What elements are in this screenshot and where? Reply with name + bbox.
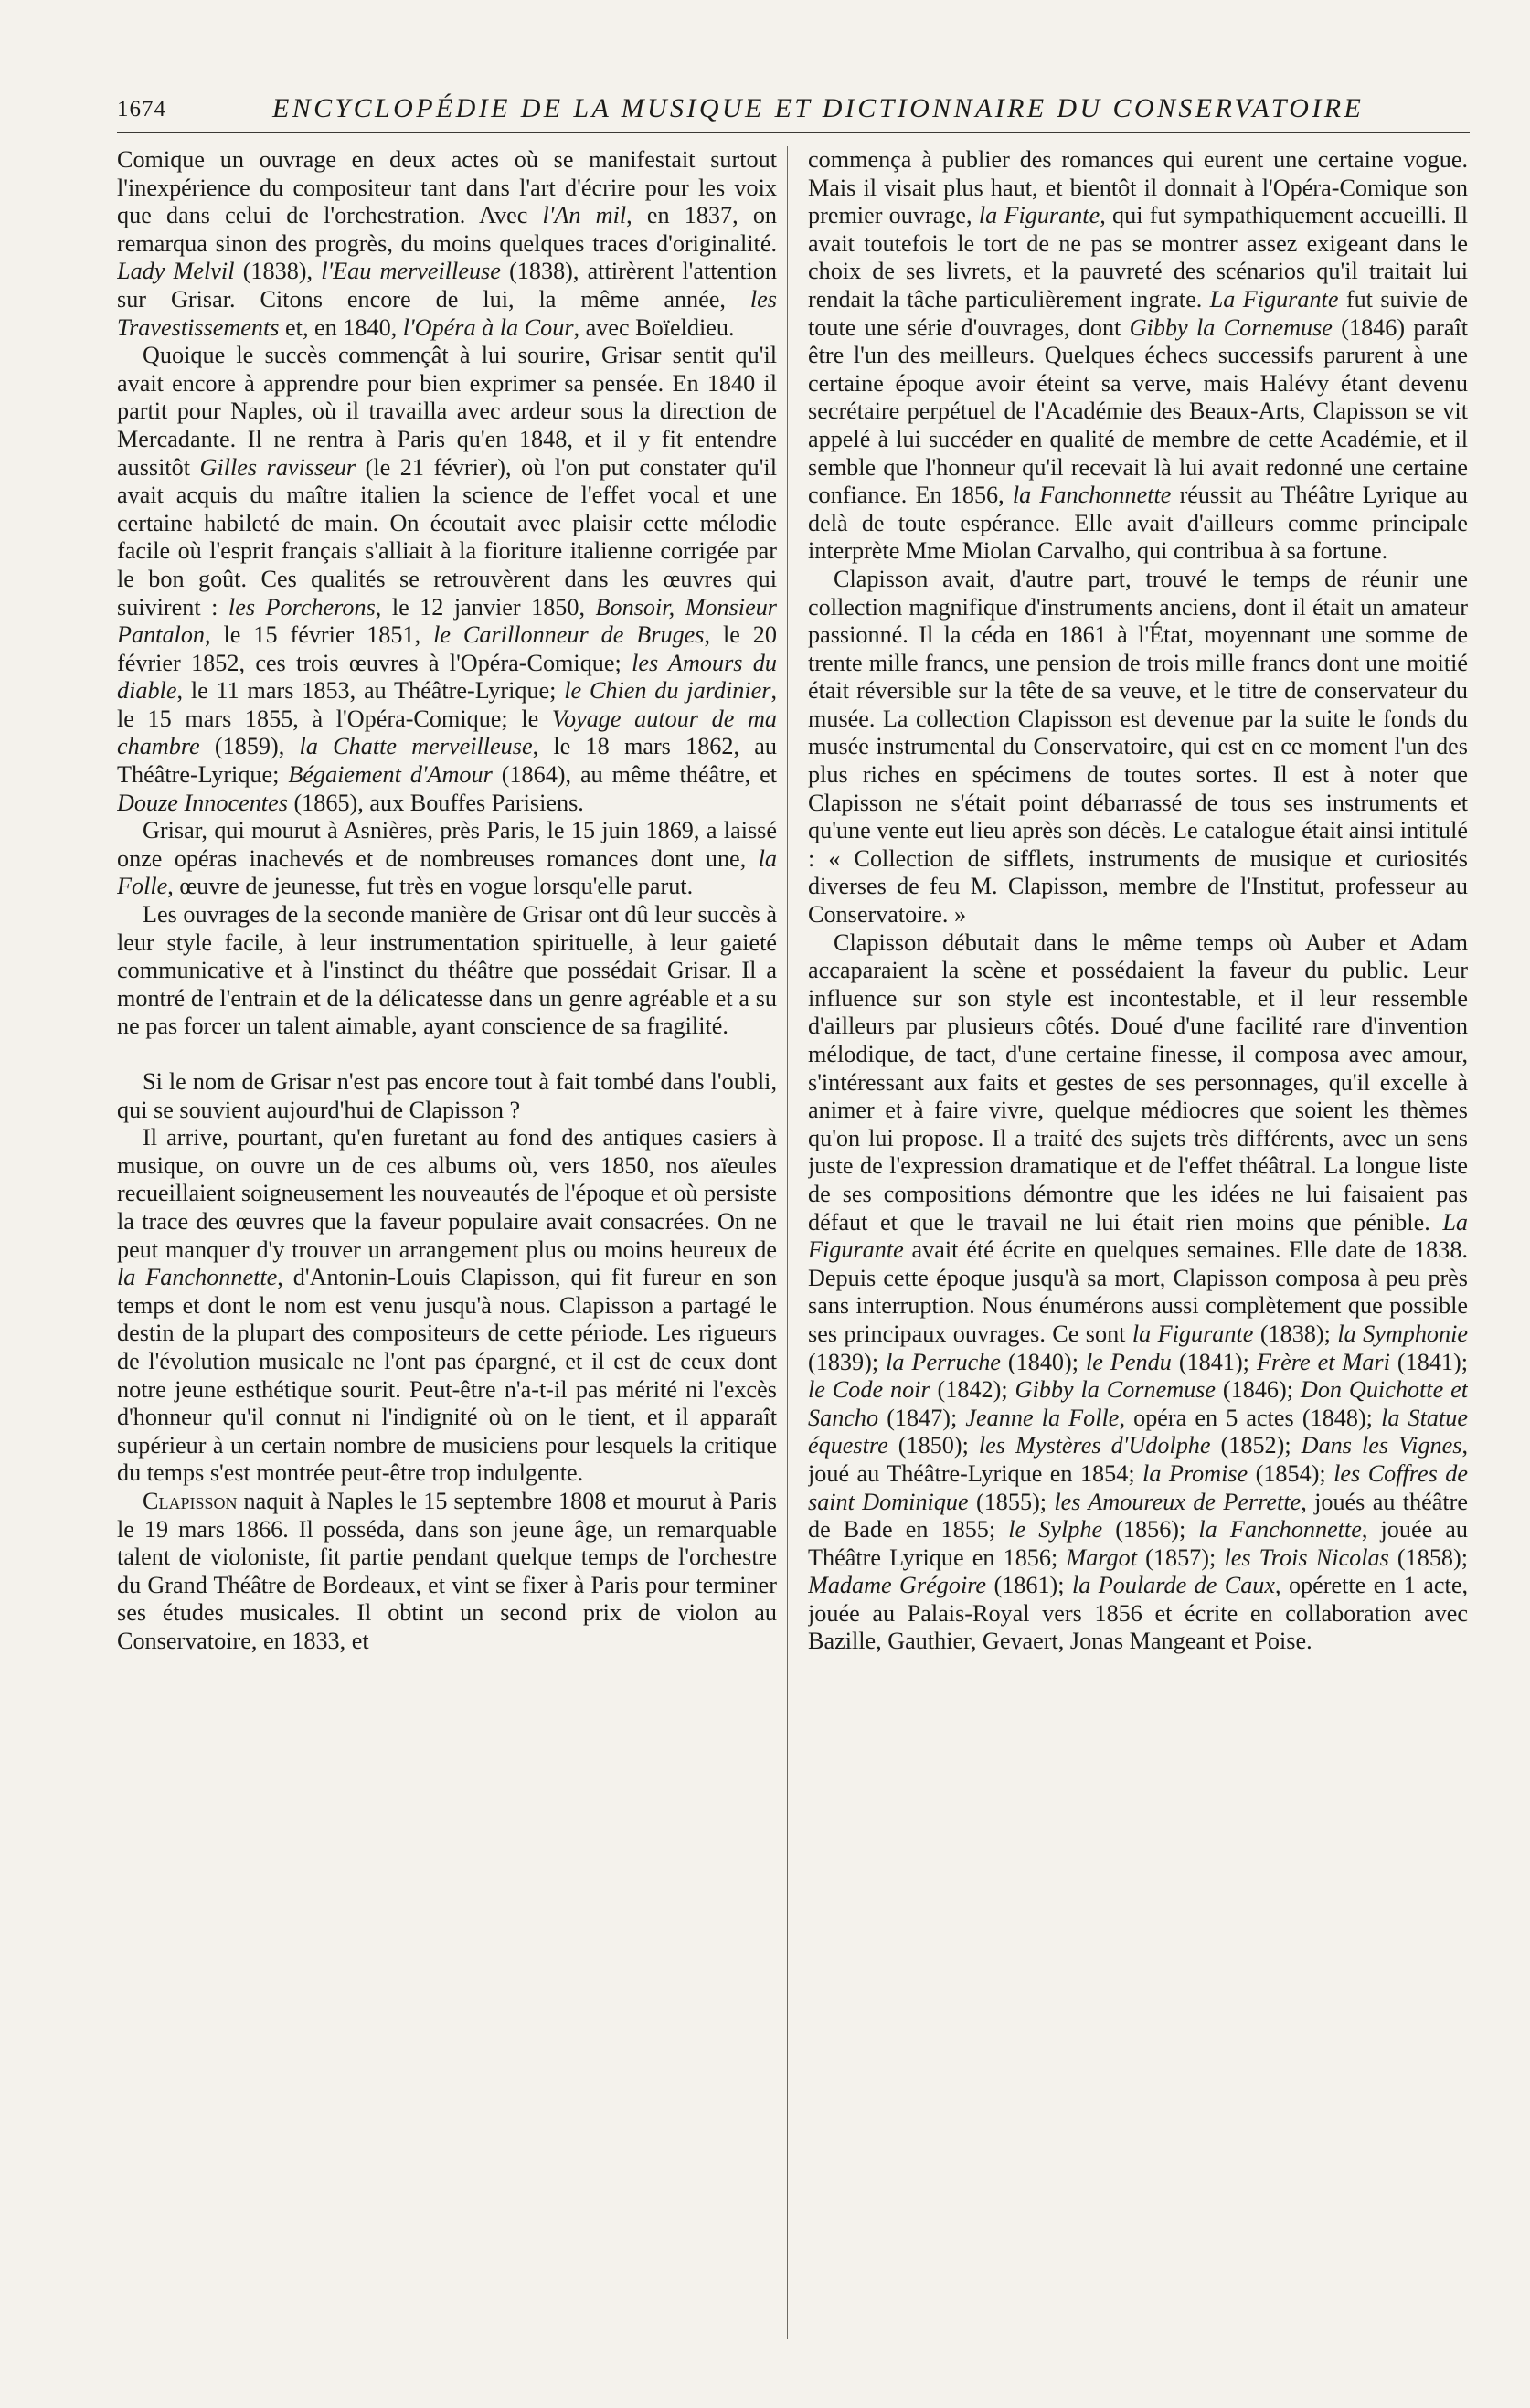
work-title: Bonsoir, Monsieur Pantalon (117, 593, 777, 649)
work-title: la Figurante (978, 202, 1100, 229)
text-run: (1857); (1137, 1543, 1225, 1571)
text-run: (1838); (1253, 1320, 1338, 1347)
work-title: Jeanne la Folle (965, 1404, 1120, 1431)
text-run: commença à publier des romances qui eurent une certaine vogue. Mais il visait plus haut, et bientôt il donnait à l'Opéra-Comique son premier ouvrage, (808, 146, 1468, 229)
text-run: (1864), au même théâtre, et (492, 761, 777, 789)
text-run: (1850); (887, 1432, 979, 1459)
text-run: fut suivie de toute une série d'ouvrages, dont (808, 285, 1468, 341)
text-run: Clapisson débutait dans le même temps où Auber et Adam accaparaient la scène et possédaient la faveur du public. Leur influence sur son style est incontestable, et il leur ressemble d'ailleurs par plusieurs côtés. Doué d'une facilité rare d'invention mélodique, de tact, d'une certaine finesse, il composa avec amour, s'intéressant aux faits et gestes de ses personnages, qu'il excelle à animer et à faire vivre, quelque médiocres que soient les thèmes qu'on lui propose. Il a traité des sujets très différents, avec un sens juste de l'expression dramatique et de l'effet théâtral. La longue liste de ses compositions démontre que les idées ne lui faisaient pas défaut et que le travail ne lui était rien moins que pénible. (808, 928, 1468, 1236)
text-run: (1856); (1102, 1516, 1199, 1543)
text-run: , œuvre de jeunesse, fut très en vogue lorsqu'elle parut. (167, 873, 694, 900)
text-run: Il arrive, pourtant, qu'en furetant au fond des antiques casiers à musique, on ouvre un de ces albums où, vers 1850, nos aïeules recueillaient soigneusement les nouveautés de l'époque et où persiste la trace des œuvres que la faveur populaire avait consacrées. On ne peut manquer d'y trouver un arrangement plus ou moins heureux de (117, 1124, 777, 1263)
work-title: les Coffres de saint Dominique (808, 1459, 1468, 1515)
left-column (117, 146, 777, 2358)
text-run: , en 1837, on remarqua sinon des progrès, du moins quelques traces d'originalité. (117, 202, 777, 257)
column-divider (787, 146, 788, 2339)
work-title: la Poularde de Caux (1071, 1572, 1276, 1599)
paragraph (808, 929, 1468, 1656)
page-header (117, 91, 1470, 133)
work-title: Lady Melvil (117, 258, 235, 285)
work-title: l'Eau merveilleuse (321, 258, 501, 285)
work-title: Gibby la Cornemuse (1015, 1376, 1217, 1404)
work-title: les Trois Nicolas (1224, 1543, 1389, 1571)
text-run: (1865), aux Bouffes Parisiens. (287, 789, 584, 816)
text-run: (1842); (930, 1376, 1015, 1404)
work-title: le Pendu (1086, 1348, 1172, 1375)
paragraph (117, 817, 777, 901)
text-run: , le 15 février 1851, (205, 621, 434, 649)
paragraph (117, 146, 777, 342)
work-title: les Amours du diable (117, 649, 777, 705)
paragraph (117, 901, 777, 1041)
work-title: Margot (1066, 1543, 1138, 1571)
text-run: (1839); (808, 1348, 887, 1375)
text-run: réussit au Théâtre Lyrique au delà de toute espérance. Elle avait d'ailleurs comme principale interprète Mme Miolan Carvalho, qui contribua à sa fortune. (808, 482, 1468, 565)
work-title: la Figurante (1132, 1320, 1254, 1347)
text-run: et, en 1840, (279, 313, 403, 341)
text-run: Grisar, qui mourut à Asnières, près Paris, le 15 juin 1869, a laissé onze opéras inachevés et de nombreuses romances dont une, (117, 817, 777, 872)
work-title: Madame Grégoire (808, 1572, 987, 1599)
work-title: Frère et Mari (1256, 1348, 1390, 1375)
work-title: la Fanchonnette (117, 1264, 278, 1291)
work-title: les Travestissements (117, 285, 777, 341)
work-title: les Porcherons (228, 593, 376, 621)
text-run: (1841); (1389, 1348, 1468, 1375)
text-run: , d'Antonin-Louis Clapisson, qui fit fureur en son temps et dont le nom est venu jusqu'à nous. Clapisson a partagé le destin de la plupart des compositeurs de cette période. Les rigueurs de l'évolution musicale ne l'ont pas épargné, et il est de ceux dont notre jeune esthétique sourit. Peut-être n'a-t-il pas mérité ni l'excès d'honneur qu'il connut ni l'indignité où on le tient, et il apparaît supérieur à un certain nombre de musiciens pour lesquels la critique du temps s'est montrée peut-être trop indulgente. (117, 1264, 777, 1487)
work-title: la Fanchonnette (1012, 482, 1172, 509)
work-title: Don Quichotte et Sancho (808, 1376, 1468, 1431)
text-run: (1838), attirèrent l'attention sur Grisar. Citons encore de lui, la même année, (117, 258, 777, 313)
work-title: le Sylphe (1008, 1516, 1103, 1543)
running-title: ENCYCLOPÉDIE DE LA MUSIQUE ET DICTIONNAIRE DU CONSERVATOIRE (272, 93, 1365, 123)
text-run: Clapisson avait, d'autre part, trouvé le temps de réunir une collection magnifique d'instruments anciens, dont il était un amateur passionné. Il la céda en 1861 à l'État, moyennant une somme de trente mille francs, une pension de trois mille francs dont une moitié était réversible sur la tête de sa veuve, et le titre de conservateur du musée. La collection Clapisson est devenue par la suite le fonds du musée instrumental du Conservatoire, qui est en ce moment l'un des plus riches en spécimens de toutes sortes. Il est à noter que Clapisson ne s'était point débarrassé de tous ses instruments et qu'une vente eut lieu après son décès. Le catalogue était ainsi intitulé : « Collection de sifflets, instruments de musique et curiosités diverses de feu M. Clapisson, membre de l'Institut, professeur au Conservatoire. » (808, 565, 1468, 928)
text-run: Les ouvrages de la seconde manière de Grisar ont dû leur succès à leur style facile, à leur instrumentation spirituelle, à leur gaieté communicative et à l'instinct du théâtre que possédait Grisar. Il a montré de l'entrain et de la délicatesse dans un genre agréable et a su ne pas forcer un talent aimable, ayant conscience de sa fragilité. (117, 901, 777, 1040)
text-run: (1841); (1171, 1348, 1257, 1375)
work-title: la Chatte merveilleuse (299, 733, 533, 760)
text-run: (1846) paraît être l'un des meilleurs. Quelques échecs successifs parurent à une certaine époque avoir éteint sa verve, mais Halévy étant devenu secrétaire perpétuel de l'Académie des Beaux-Arts, Clapisson se vit appelé à lui succéder en qualité de membre de cette Académie, et il semble que l'honneur qu'il recevait là lui avait redonné une certaine confiance. En 1856, (808, 313, 1468, 509)
text-run: naquit à Naples le 15 septembre 1808 et mourut à Paris le 19 mars 1866. Il posséda, dans son jeune âge, un remarquable talent de violoniste, fit partie pendant quelque temps de l'orchestre du Grand Théâtre de Bordeaux, et vint se fixer à Paris pour terminer ses études musicales. Il obtint un second prix de violon au Conservatoire, en 1833, et (117, 1487, 777, 1654)
text-run: , joué au Théâtre-Lyrique en 1854; (808, 1432, 1468, 1487)
work-title: Dans les Vignes (1301, 1432, 1462, 1459)
work-title: la Statue équestre (808, 1404, 1468, 1459)
text-run: (1854); (1248, 1459, 1334, 1487)
text-run: (1859), (199, 733, 300, 760)
paragraph (117, 1488, 777, 1656)
paragraph (117, 1124, 777, 1488)
work-title: la Perruche (886, 1348, 1001, 1375)
paragraph (808, 146, 1468, 566)
work-title: les Mystères d'Udolphe (978, 1432, 1211, 1459)
work-title: l'An mil (542, 202, 627, 229)
paragraph (117, 1068, 777, 1124)
text-run: , qui fut sympathiquement accueilli. Il avait toutefois le tort de ne pas se montrer assez exigeant dans le choix de ses livrets, et la pauvreté des scénarios qu'il traitait lui rendait la tâche particulièrement ingrate. (808, 202, 1468, 313)
text-run: , le 12 janvier 1850, (375, 593, 596, 621)
right-column (808, 146, 1468, 2358)
text-run: Si le nom de Grisar n'est pas encore tout à fait tombé dans l'oubli, qui se souvient aujourd'hui de Clapisson ? (117, 1068, 777, 1123)
text-run: Comique un ouvrage en deux actes où se manifestait surtout l'inexpérience du compositeur tant dans l'art d'écrire pour les voix que dans celui de l'orchestration. Avec (117, 146, 777, 229)
text-run: , le 20 février 1852, ces trois œuvres à l'Opéra-Comique; (117, 621, 777, 676)
text-run: , le 18 mars 1862, au Théâtre-Lyrique; (117, 733, 777, 789)
paragraph (117, 342, 777, 817)
text-run: , le 11 mars 1853, au Théâtre-Lyrique; (176, 677, 565, 705)
work-title: Bégaiement d'Amour (288, 761, 493, 789)
text-run: (1847); (878, 1404, 966, 1431)
work-title: La Figurante (1209, 285, 1339, 313)
text-run: , le 15 mars 1855, à l'Opéra-Comique; le (117, 677, 777, 732)
work-title: la Fanchonnette (1198, 1516, 1362, 1543)
text-run: (1846); (1216, 1376, 1301, 1404)
entry-name: Clapisson (143, 1487, 238, 1514)
work-title: la Symphonie (1337, 1320, 1468, 1347)
work-title: Voyage autour de ma chambre (117, 705, 777, 760)
work-title: La Figurante (808, 1208, 1468, 1264)
text-run: , avec Boïeldieu. (573, 313, 735, 341)
work-title: la Folle (117, 844, 777, 900)
paragraph (808, 566, 1468, 929)
text-run: , opérette en 1 acte, jouée au Palais-Royal vers 1856 et écrite en collaboration avec Bazille, Gauthier, Gevaert, Jonas Mangeant et Poise. (808, 1572, 1468, 1655)
text-run: , joués au théâtre de Bade en 1855; (808, 1488, 1468, 1543)
work-title: Douze Innocentes (117, 789, 288, 816)
text-run: (1852); (1210, 1432, 1302, 1459)
text-run: avait été écrite en quelques semaines. Elle date de 1838. Depuis cette époque jusqu'à sa mort, Clapisson composa à peu près sans interruption. Nous énumérons aussi complètement que possible ses principaux ouvrages. Ce sont (808, 1236, 1468, 1347)
page-number: 1674 (117, 97, 166, 122)
text-run: (1840); (1000, 1348, 1087, 1375)
text-run: (1861); (986, 1572, 1072, 1599)
work-title: Gilles ravisseur (199, 453, 356, 481)
text-run: , jouée au Théâtre Lyrique en 1856; (808, 1516, 1468, 1571)
work-title: le Carillonneur de Bruges (433, 621, 705, 649)
text-run: (1858); (1388, 1543, 1468, 1571)
work-title: l'Opéra à la Cour (402, 313, 574, 341)
work-title: Gibby la Cornemuse (1129, 313, 1333, 341)
work-title: la Promise (1142, 1459, 1248, 1487)
work-title: le Chien du jardinier (564, 677, 771, 705)
work-title: les Amoureux de Perrette (1054, 1488, 1302, 1515)
text-run: (1855); (968, 1488, 1055, 1515)
text-run: (1838), (234, 258, 322, 285)
text-run: , opéra en 5 actes (1848); (1119, 1404, 1382, 1431)
text-run: Quoique le succès commençât à lui sourire, Grisar sentit qu'il avait encore à apprendre pour bien exprimer sa pensée. En 1840 il partit pour Naples, où il travailla avec ardeur sous la direction de Mercadante. Il ne rentra à Paris qu'en 1848, et il y fit entendre aussitôt (117, 342, 777, 481)
work-title: le Code noir (808, 1376, 930, 1404)
text-run: (le 21 février), où l'on put constater qu'il avait acquis du maître italien la science de l'effet vocal et une certaine habileté de main. On écoutait avec plaisir cette mélodie facile où l'esprit français s'alliait à la fioriture italienne corrigée par le bon goût. Ces qualités se retrouvèrent dans les œuvres qui suivirent : (117, 453, 777, 621)
